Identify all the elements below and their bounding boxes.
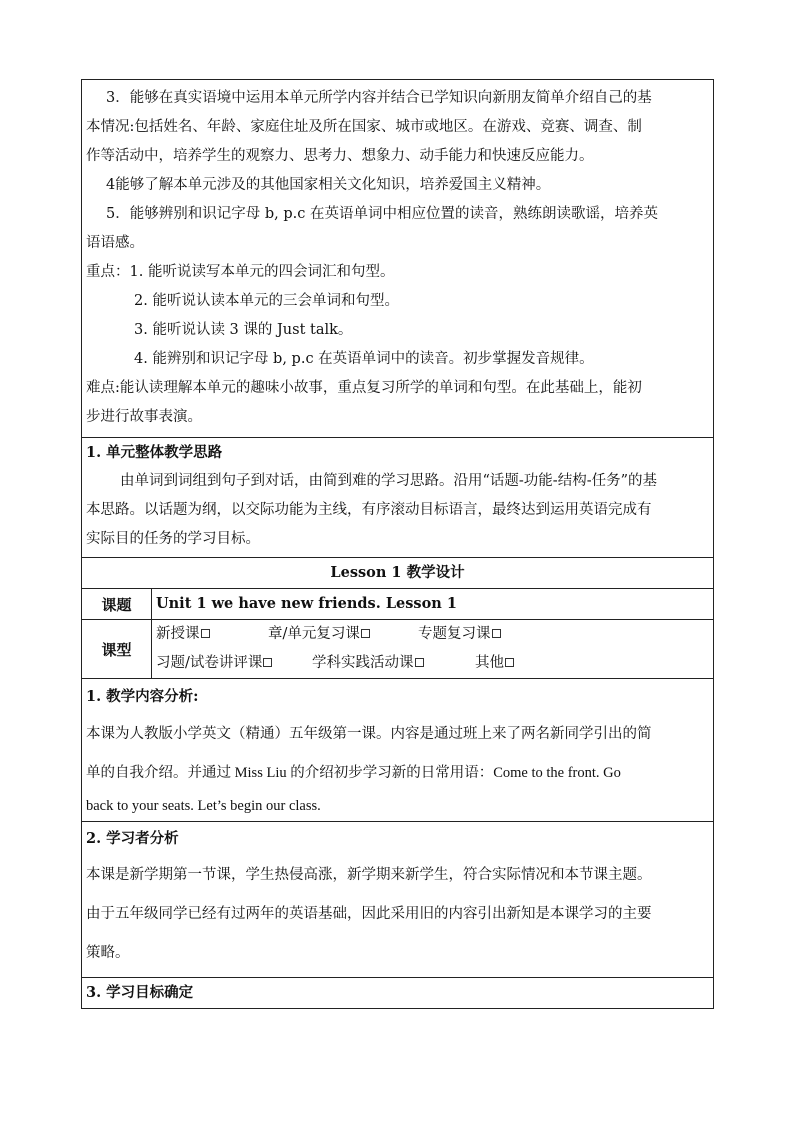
topic-row: [82, 589, 714, 620]
option-other[interactable]: 其他: [475, 649, 514, 678]
content-analysis-line1: 本课为人教版小学英文（精通）五年级第一课。内容是通过班上来了两名新同学引出的简: [86, 726, 652, 742]
lesson-plan-table: [81, 79, 714, 1009]
objective-3-line2: 本情况:包括姓名、年龄、家庭住址及所在国家、城市或地区。在游戏、竞赛、调查、制: [86, 119, 642, 135]
learner-analysis-row: [82, 822, 714, 978]
approach-line3: 实际目的任务的学习目标。: [86, 531, 260, 547]
topic-label: 课题: [82, 589, 152, 620]
learner-analysis-heading: 2. 学习者分析: [86, 830, 179, 847]
checkbox[interactable]: [415, 658, 424, 667]
objectives-heading: 3. 学习目标确定: [86, 984, 194, 1001]
learner-analysis-line3: 策略。: [86, 945, 130, 961]
objective-5-line2: 语语感。: [86, 235, 144, 251]
content-analysis-line3: back to your seats. Let’s begin our class.: [86, 798, 321, 814]
lesson-title: Lesson 1 教学设计: [330, 564, 465, 581]
key-point-4: 4. 能辨别和识记字母 b, p.c 在英语单词中的读音。初步掌握发音规律。: [134, 351, 594, 367]
checkbox[interactable]: [201, 629, 210, 638]
objective-3-line3: 作等活动中，培养学生的观察力、思考力、想象力、动手能力和快速反应能力。: [86, 148, 594, 164]
approach-line2: 本思路。以话题为纲，以交际功能为主线，有序滚动目标语言，最终达到运用英语完成有: [86, 502, 652, 518]
key-point-3: 3. 能听说认读 3 课的 Just talk。: [134, 322, 353, 338]
key-point-1: 重点：1. 能听说读写本单元的四会词汇和句型。: [86, 264, 395, 280]
lesson-type-label: 课型: [82, 620, 152, 679]
difficulty-line2: 步进行故事表演。: [86, 409, 202, 425]
key-point-2: 2. 能听说认读本单元的三会单词和句型。: [134, 293, 399, 309]
lesson-type-row: [82, 620, 714, 679]
objective-5-line1: 5．能够辨别和识记字母 b, p.c 在英语单词中相应位置的读音，熟练朗读歌谣，培养英: [106, 206, 658, 222]
lesson-type-options-row2: [152, 649, 713, 678]
checkbox[interactable]: [492, 629, 501, 638]
unit-objectives-row: [82, 80, 714, 438]
option-new-lesson[interactable]: 新授课: [156, 620, 268, 649]
option-practice-activity[interactable]: 学科实践活动课: [312, 649, 475, 678]
lesson-title-row: [82, 558, 714, 589]
objective-4: 4能够了解本单元涉及的其他国家相关文化知识，培养爱国主义精神。: [106, 177, 551, 193]
objectives-heading-row: [82, 978, 714, 1009]
checkbox[interactable]: [505, 658, 514, 667]
approach-heading: 1. 单元整体教学思路: [86, 444, 223, 461]
checkbox[interactable]: [361, 629, 370, 638]
content-analysis-row: [82, 679, 714, 822]
checkbox[interactable]: [263, 658, 272, 667]
learner-analysis-line2: 由于五年级同学已经有过两年的英语基础，因此采用旧的内容引出新知是本课学习的主要: [86, 906, 652, 922]
content-analysis-line2: 单的自我介绍。并通过 Miss Liu 的介绍初步学习新的日常用语：Come to the front. Go: [86, 765, 621, 781]
difficulty-line1: 难点:能认读理解本单元的趣味小故事，重点复习所学的单词和句型。在此基础上，能初: [86, 380, 642, 396]
content-analysis-heading: 1. 教学内容分析:: [86, 688, 199, 705]
teaching-approach-row: [82, 438, 714, 558]
option-unit-review[interactable]: 章/单元复习课: [268, 620, 418, 649]
lesson-plan-page: [81, 79, 713, 1009]
key-points-label: 重点：: [86, 264, 130, 280]
topic-value: Unit 1 we have new friends. Lesson 1: [156, 595, 457, 612]
option-exercise-review[interactable]: 习题/试卷讲评课: [156, 649, 312, 678]
approach-line1: 由单词到词组到句子到对话，由简到难的学习思路。沿用“话题-功能-结构-任务”的基: [120, 473, 658, 489]
option-topic-review[interactable]: 专题复习课: [418, 620, 501, 649]
learner-analysis-line1: 本课是新学期第一节课，学生热侵高涨，新学期来新学生，符合实际情况和本节课主题。: [86, 867, 652, 883]
objective-3-line1: 3．能够在真实语境中运用本单元所学内容并结合已学知识向新朋友简单介绍自己的基: [106, 90, 652, 106]
lesson-type-options-row1: [152, 620, 713, 649]
